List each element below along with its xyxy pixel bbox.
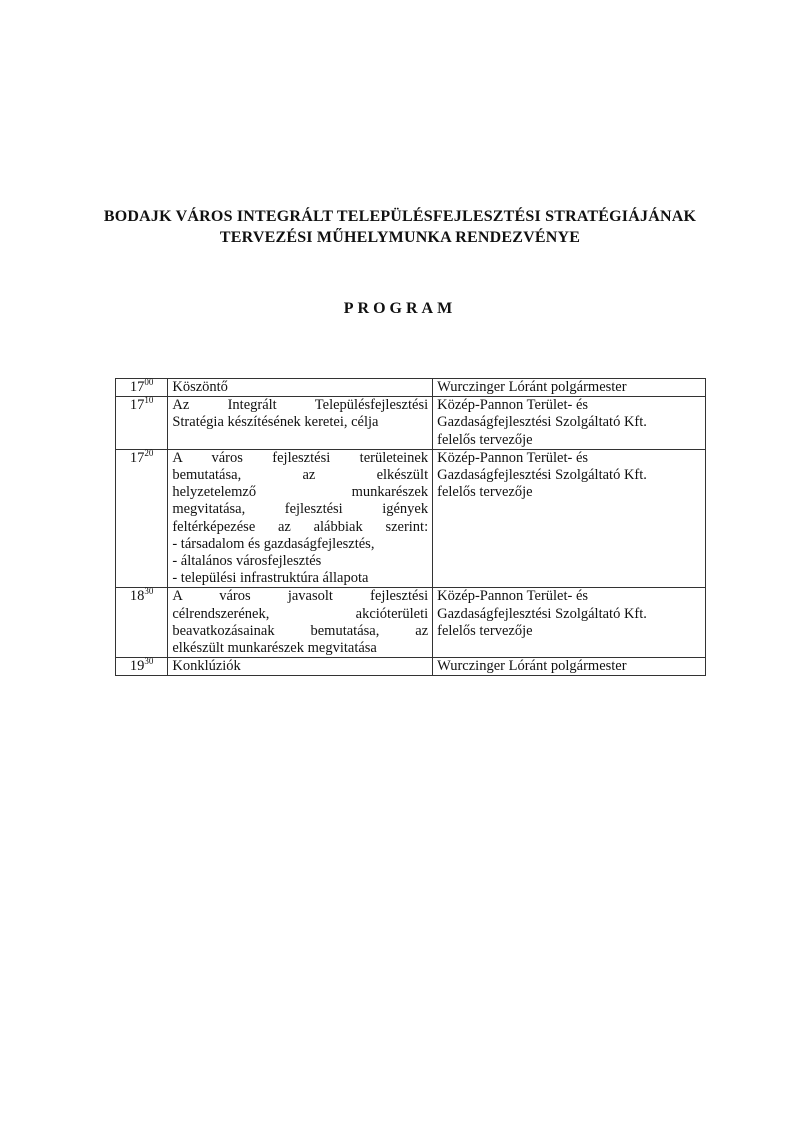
program-row (116, 397, 706, 450)
time-hour: 18 (129, 588, 145, 605)
program-time (116, 658, 168, 676)
time-hour: 17 (129, 379, 145, 395)
description-line: beavatkozásainak bemutatása, az (172, 622, 429, 639)
program-row (116, 449, 706, 588)
program-table (115, 378, 706, 676)
time-minute: 20 (144, 447, 154, 458)
responsible-line: Gazdaságfejlesztési Szolgáltató Kft. (437, 467, 647, 484)
description-line: Az Integrált Településfejlesztési (172, 397, 429, 414)
program-description (168, 379, 433, 397)
responsible-line: Wurczinger Lóránt polgármester (437, 379, 627, 395)
description-line: célrendszerének, akcióterületi (172, 605, 429, 622)
program-heading: PROGRAM (343, 300, 457, 317)
time-minute: 30 (144, 586, 154, 597)
time-minute: 30 (144, 656, 154, 667)
program-description (168, 449, 433, 588)
responsible-line: felelős tervezője (437, 431, 533, 448)
time-minute: 00 (144, 377, 154, 388)
time-hour: 19 (129, 658, 145, 675)
program-responsible (433, 588, 706, 658)
description-line: A város javasolt fejlesztési (172, 588, 429, 605)
description-line: Stratégia készítésének keretei, célja (172, 414, 379, 431)
program-description (168, 658, 433, 676)
description-line: Köszöntő (172, 379, 228, 395)
description-line: bemutatása, az elkészült (172, 467, 429, 484)
program-description (168, 588, 433, 658)
program-time (116, 449, 168, 588)
responsible-line: Közép-Pannon Terület- és (437, 449, 589, 466)
description-line: megvitatása, fejlesztési igények (172, 501, 429, 518)
responsible-line: felelős tervezője (437, 622, 533, 639)
program-time (116, 397, 168, 450)
responsible-line: Közép-Pannon Terület- és (437, 397, 589, 414)
title-line-2: TERVEZÉSI MŰHELYMUNKA RENDEZVÉNYE (219, 229, 581, 246)
program-row (116, 379, 706, 397)
description-line: A város fejlesztési területeinek (172, 449, 429, 466)
description-line: - települési infrastruktúra állapota (172, 570, 369, 587)
description-line: - általános városfejlesztés (172, 553, 322, 570)
program-responsible (433, 449, 706, 588)
description-line: feltérképezése az alábbiak szerint: (172, 518, 429, 535)
program-table-body (116, 379, 706, 676)
responsible-line: felelős tervezője (437, 484, 533, 501)
responsible-line: Wurczinger Lóránt polgármester (437, 658, 627, 675)
program-responsible (433, 397, 706, 450)
responsible-line: Közép-Pannon Terület- és (437, 588, 589, 605)
program-responsible (433, 379, 706, 397)
description-line: Konklúziók (172, 658, 241, 675)
time-hour: 17 (129, 449, 145, 466)
time-hour: 17 (129, 397, 145, 414)
program-description (168, 397, 433, 450)
responsible-line: Gazdaságfejlesztési Szolgáltató Kft. (437, 605, 647, 622)
program-row (116, 588, 706, 658)
description-line: helyzetelemző munkarészek (172, 484, 429, 501)
program-responsible (433, 658, 706, 676)
program-time (116, 379, 168, 397)
document-title (0, 206, 800, 248)
time-minute: 10 (144, 395, 154, 406)
description-line: elkészült munkarészek megvitatása (172, 640, 377, 657)
responsible-line: Gazdaságfejlesztési Szolgáltató Kft. (437, 414, 647, 431)
description-line: - társadalom és gazdaságfejlesztés, (172, 535, 375, 552)
program-time (116, 588, 168, 658)
program-row (116, 658, 706, 676)
title-line-1: BODAJK VÁROS INTEGRÁLT TELEPÜLÉSFEJLESZTÉSI STRATÉGIÁJÁNAK (103, 208, 697, 225)
